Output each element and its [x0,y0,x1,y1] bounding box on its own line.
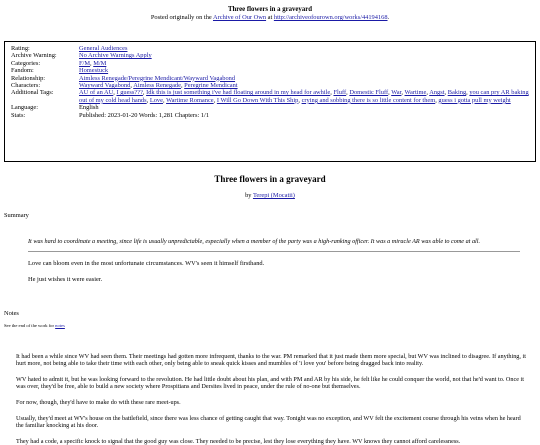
tag-link[interactable]: Love [149,96,163,104]
end-notes-prefix: See the end of the work for [4,322,56,328]
work-meta-box [4,41,536,162]
tag-link[interactable]: AU of an AU [79,89,114,97]
character-link[interactable]: Peregrine Mendicant [184,82,238,90]
posted-line [0,14,540,22]
byline [0,192,540,200]
body-paragraph: WV hated to admit it, but he was looking forward to the revolution. He had little doubt about his plan, and with PM and AR by his side, he felt like he could conquer the world, not that he'd want to. Once it was over, they'd be free, able to build a new society where Prospitians and Dersites lived in peace, under the rule of no-one but themselves. [16,375,524,391]
characters-label: Characters: [11,82,41,90]
fandom-label: Fandom: [11,67,34,75]
tags-list: AU of an AU, I guess???, Idk this is just something i've had floating around in my head for awhile, Fluff, Domestic Fluff, War, Wartime, Angst, Baking, you can pry AR baking out of my cold head hands, Love, Wartime Romance, I Will Go Down With This Ship, crying and sobbing there is so little content for them, guess i gotta pull my weight [79,89,529,104]
category-label: Categories: [11,59,41,67]
meta-language-row [11,104,529,111]
meta-fandom-row [11,67,529,74]
summary-heading: Summary [4,212,29,219]
stats-value: Published: 2023-01-20 Words: 1,281 Chapters: 1/1 [79,111,210,119]
tag-link[interactable]: Wartime Romance [166,96,214,104]
posted-suffix: . [387,14,390,21]
divider [28,251,520,252]
character-link[interactable]: Aimless Renegade [133,82,181,90]
tag-link[interactable]: crying and sobbing there is so little content for them [301,96,436,104]
tag-link[interactable]: Wartime [404,89,427,97]
body-paragraph: Usually, they'd meet at WV's house on the battlefield, since there was less chance of getting caught that way. Tonight was no exception, and WV felt the excitement course through his veins when he heard the familiar knocking at his door. [16,414,521,430]
tag-link[interactable]: I Will Go Down With This Ship [216,96,299,104]
warning-link[interactable]: No Archive Warnings Apply [79,52,152,60]
tag-link[interactable]: Angst [429,89,445,97]
body-paragraph: It had been a while since WV had seen them. Their meetings had gotten more infrequent, thanks to the war. PM remarked that it just made them more special, but WV was inclined to disagree. If anything, it hurt more, not being able to take their time with each other, only being able to sneak quick kisses and mumbles of 'i love you' before being dragged back into reality. [16,352,526,368]
relationship-link[interactable]: Aimless Renegade/Peregrine Mendicant/Wayward Vagabond [79,74,236,82]
meta-category-row: Categories: F/M, M/M [11,59,107,67]
header-title: Three flowers in a graveyard [227,6,313,13]
character-link[interactable]: Wayward Vagabond [79,82,131,90]
meta-tags-row [11,89,529,104]
meta-characters-row: Characters: Wayward Vagabond, Aimless Renegade, Peregrine Mendicant [11,82,238,90]
author-link[interactable]: Terepi (Mocatii) [252,192,295,199]
tag-link[interactable]: War [391,89,402,97]
tag-link[interactable]: I guess??? [116,89,143,97]
tag-link[interactable]: guess i gotta pull my weight [438,96,511,104]
meta-relationship-row [11,75,529,82]
summary-paragraph: He just wishes it were easier. [28,275,103,283]
end-notes-link[interactable]: notes [55,322,65,328]
tag-link[interactable]: Baking [447,89,467,97]
tags-label: Additional Tags: [11,89,54,97]
tag-link[interactable]: Idk this is just something i've had floating around in my head for awhile [146,89,331,97]
posted-prefix: Posted originally on the [150,14,213,21]
rating-label: Rating: [11,45,30,52]
body-paragraph: For now, though, they'd have to make do with these rare meet-ups. [16,398,181,406]
language-label: Language: [11,104,38,112]
meta-rating-row [11,45,529,52]
category-link[interactable]: M/M [93,59,107,67]
byline-prefix: by [245,192,253,199]
relationship-label: Relationship: [11,74,46,82]
warning-label: Archive Warning: [11,52,57,60]
meta-stats-row [11,112,529,119]
stats-label: Stats: [11,111,26,119]
tag-link[interactable]: Domestic Fluff [349,89,389,97]
archive-link[interactable]: Archive of Our Own [212,14,267,21]
body-paragraph: They had a code, a specific knock to signal that the good guy was close. They needed to be precise, lest they lose everything they have. WV knows they cannot afford carelessness. [16,437,461,445]
category-link[interactable]: F/M [79,59,91,67]
tag-link[interactable]: you can pry AR baking out of my cold head hands [79,89,529,104]
language-value: English [79,104,99,112]
work-url-link[interactable]: http://archiveofourown.org/works/44194168 [273,14,388,21]
summary-quote: It was hard to coordinate a meeting, since life is usually unpredictable, especially when a member of the party was a high-ranking officer. It was a miracle AR was able to come at all. [28,238,481,245]
rating-link[interactable]: General Audiences [79,45,128,52]
notes-heading: Notes [4,309,19,317]
header [0,6,540,22]
work-title: Three flowers in a graveyard [214,174,326,184]
fandom-link[interactable]: Homestuck [79,67,109,75]
summary-paragraph: Love can bloom even in the most unfortunate circumstances. WV's seen it himself firsthand. [28,259,265,267]
posted-mid: at [266,14,274,21]
tag-link[interactable]: Fluff [333,89,347,97]
meta-warning-row [11,52,529,59]
